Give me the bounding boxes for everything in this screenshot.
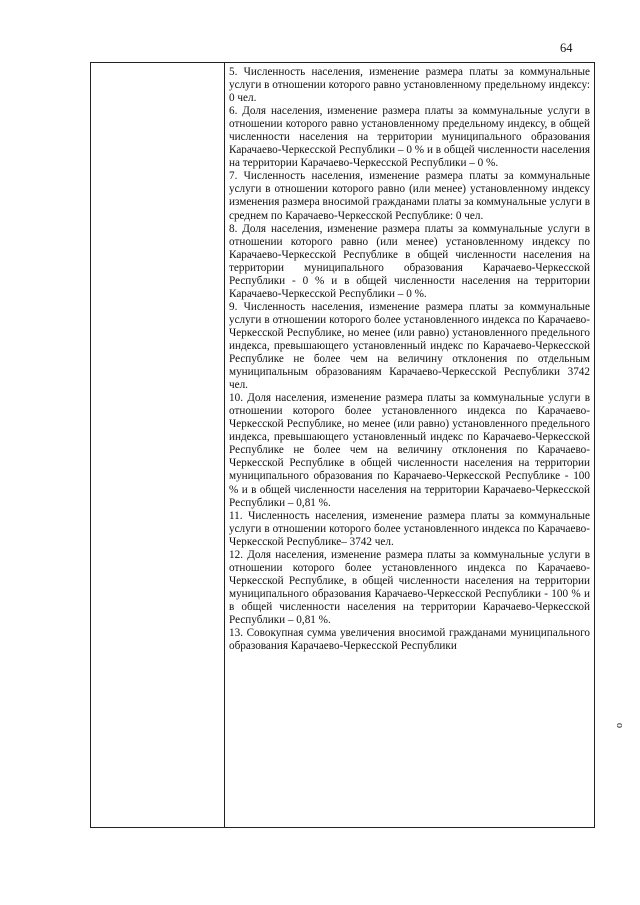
margin-mark: o — [614, 723, 625, 728]
list-item: 13. Совокупная сумма увеличения вносимой гражданами муниципального образования Карачаево-Черкесской Республики — [229, 627, 590, 653]
table-right-column — [225, 63, 594, 827]
list-item: 12. Доля населения, изменение размера платы за коммунальные услуги в отношении которого более установленного индекса по Карачаево-Черкесской Республике, в общей численности населения на территории муниципального образования Карачаево-Черкесской Республики - 100 % и в общей численности населения на территории Карачаево-Черкесской Республики – 0,81 %. — [229, 548, 590, 626]
list-item: 5. Численность населения, изменение размера платы за коммунальные услуги в отношении которого равно установленному предельному индексу: 0 чел. — [229, 66, 590, 105]
list-item: 8. Доля населения, изменение размера платы за коммунальные услуги в отношении которого равно (или менее) установленному индексу по Карачаево-Черкесской Республике в общей численности населения на территории муниципального образования Карачаево-Черкесской Республики - 0 % и в общей численности населения на территории Карачаево-Черкесской Республики – 0 %. — [229, 222, 590, 300]
list-item: 6. Доля населения, изменение размера платы за коммунальные услуги в отношении которого равно установленному предельному индексу, в общей численности населения на территории муниципального образования Карачаево-Черкесской Республики – 0 % и в общей численности населения на территории Карачаево-Черкесской Республики – 0 %. — [229, 105, 590, 170]
list-item: 11. Численность населения, изменение размера платы за коммунальные услуги в отношении которого более установленного индекса по Карачаево-Черкесской Республике– 3742 чел. — [229, 509, 590, 548]
list-item: 9. Численность населения, изменение размера платы за коммунальные услуги в отношении которого более установленного индекса по Карачаево-Черкесской Республике, но менее (или равно) установленного предельного индекса, превышающего установленный индекс по Карачаево-Черкесской Республике не более чем на величину отклонения по отдельным муниципальным образованиям Карачаево-Черкесской Республики 3742 чел. — [229, 300, 590, 392]
table-left-column — [91, 63, 225, 827]
document-table — [90, 62, 595, 828]
list-item: 7. Численность населения, изменение размера платы за коммунальные услуги в отношении которого равно (или менее) установленному индексу изменения размера вносимой гражданами платы за коммунальные услуги в среднем по Карачаево-Черкесской Республике: 0 чел. — [229, 170, 590, 222]
page-number: 64 — [560, 41, 573, 55]
list-item: 10. Доля населения, изменение размера платы за коммунальные услуги в отношении которого более установленного индекса по Карачаево-Черкесской Республике, но менее (или равно) установленного предельного индекса, превышающего установленный индекс по Карачаево-Черкесской Республике не более чем на величину отклонения по Карачаево-Черкесской Республике в общей численности населения на территории муниципального образования по Карачаево-Черкесской Республике - 100 % и в общей численности населения на территории Карачаево-Черкесской Республики – 0,81 %. — [229, 392, 590, 509]
